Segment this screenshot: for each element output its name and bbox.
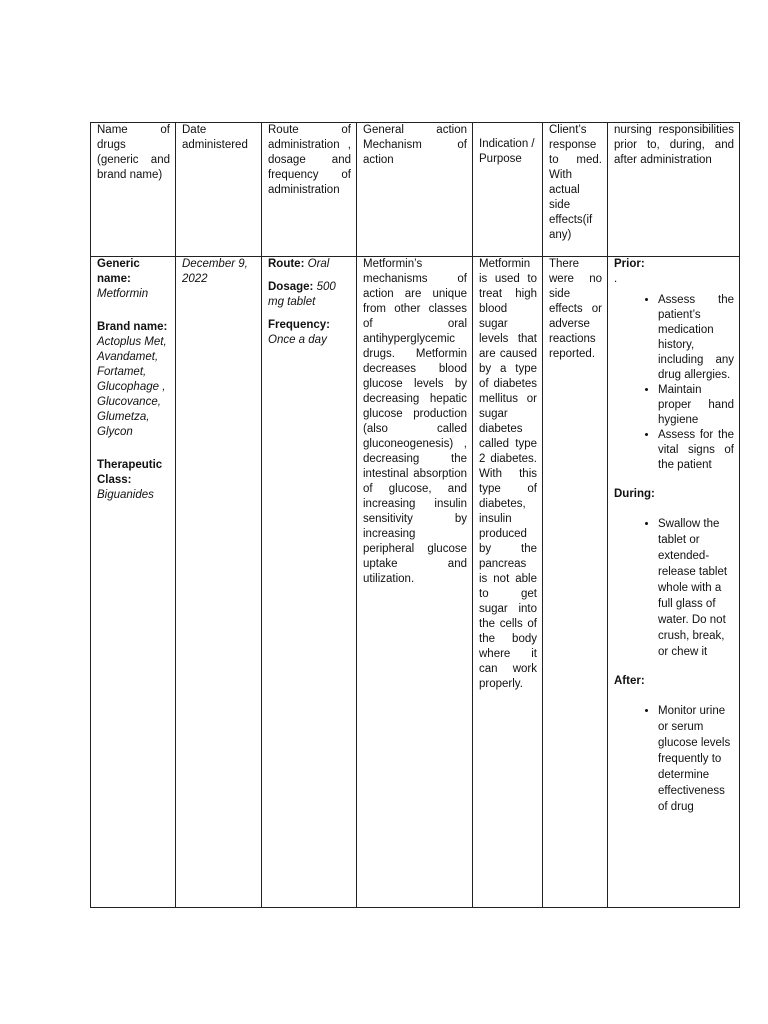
therapeutic-class-label: Therapeutic Class: — [97, 459, 163, 486]
therapeutic-class-value: Biguanides — [97, 489, 154, 501]
cell-date: December 9, 2022 — [176, 257, 262, 908]
cell-mechanism: Metformin’s mechanisms of action are unique from other classes of oral antihyperglycemic drugs. Metformin decreases blood glucose levels by decreasing hepatic glucose production (also called gluconeogenesis) , decreasing the intestinal absorption of glucose, and increasing insulin sensitivity by increasing peripheral glucose uptake and utilization. — [357, 257, 473, 908]
cell-route — [262, 257, 357, 908]
cell-client-response: There were no side effects or adverse reactions reported. — [543, 257, 608, 908]
cell-nursing — [608, 257, 740, 908]
during-list — [614, 516, 734, 660]
during-label: During: — [614, 488, 655, 500]
header-row — [91, 123, 740, 257]
header-action: General action Mechanism of action — [357, 123, 473, 257]
frequency-label: Frequency: — [268, 319, 330, 331]
list-item: • Maintain proper hand hygiene — [658, 383, 734, 428]
cell-indication: Metformin is used to treat high blood sugar levels that are caused by a type of diabetes mellitus or sugar diabetes called type 2 diabetes. With this type of diabetes, insulin produced by the pancreas is not able to get sugar into the cells of the body where it can work properly. — [473, 257, 543, 908]
dosage-line: Dosage: 500 mg tablet — [268, 281, 336, 308]
brand-name-label: Brand name: — [97, 321, 168, 333]
list-item: • Swallow the tablet or extended-release tablet whole with a full glass of water. Do not crush, break, or chew it — [658, 516, 734, 660]
drug-study-table — [90, 122, 740, 908]
after-label: After: — [614, 675, 645, 687]
generic-name-value: Metformin — [97, 288, 149, 300]
prior-dot: . — [614, 273, 618, 285]
header-route: Route of administration , dosage and frequency of administration — [262, 123, 357, 257]
prior-list — [614, 293, 734, 473]
header-response: Client’s response to med. With actual side effects(if any) — [543, 123, 608, 257]
header-name: Name of drugs (generic and brand name) — [91, 123, 176, 257]
route-line: Route: Oral — [268, 258, 330, 270]
brand-name-value: Actoplus Met, Avandamet, Fortamet, Glucophage , Glucovance, Glumetza, Glycon — [97, 336, 167, 438]
list-item: • Assess for the vital signs of the patient — [658, 428, 734, 473]
frequency-value: Once a day — [268, 334, 327, 346]
header-date: Date administered — [176, 123, 262, 257]
prior-label: Prior: — [614, 258, 645, 270]
header-indication: Indication / Purpose — [473, 123, 543, 257]
drug-row — [91, 257, 740, 908]
list-item: • Assess the patient’s medication history, including any drug allergies. — [658, 293, 734, 383]
generic-name-label: Generic name: — [97, 258, 140, 285]
list-item: • Monitor urine or serum glucose levels frequently to determine effectiveness of drug — [658, 703, 734, 815]
header-nursing: nursing responsibilities prior to, during, and after administration — [608, 123, 740, 257]
after-list — [614, 703, 734, 815]
cell-drug-names — [91, 257, 176, 908]
